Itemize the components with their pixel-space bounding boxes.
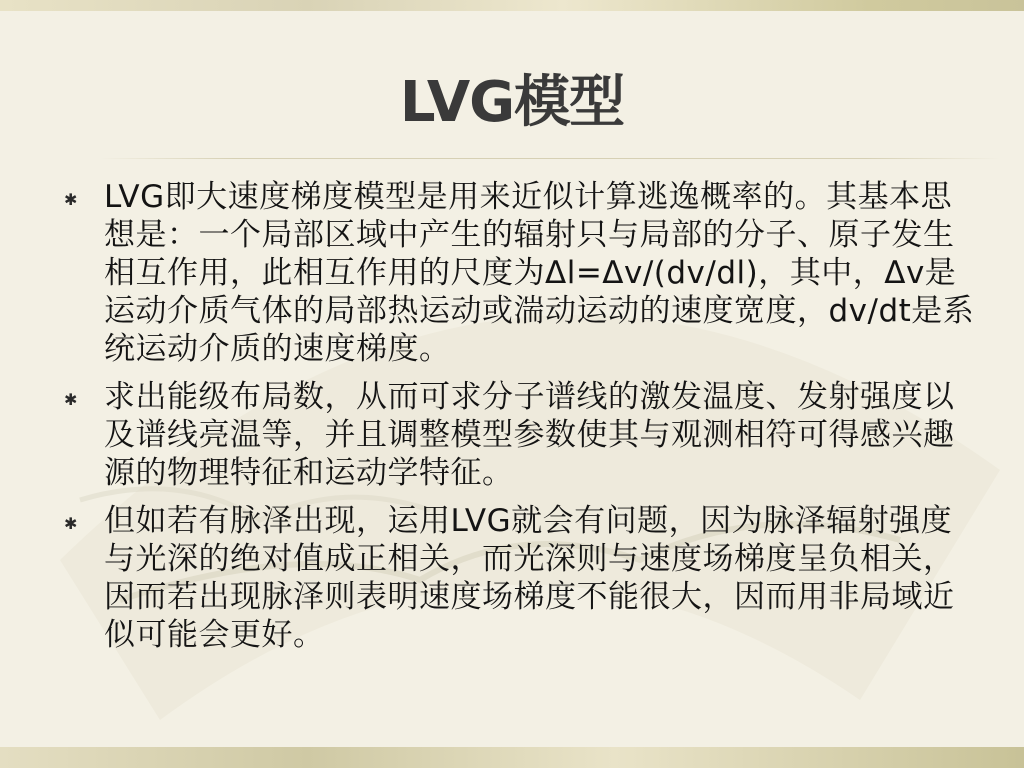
bullet-item [60,502,980,654]
bullet-asterisk-icon: ✱ [64,390,78,409]
bullet-asterisk-icon: ✱ [64,514,78,533]
bullet-list [60,178,980,664]
bullet-item [60,378,980,492]
title-divider [100,158,1000,159]
bullet-text: LVG即大速度梯度模型是用来近似计算逃逸概率的。其基本思想是：一个局部区域中产生的辐射只与局部的分子、原子发生相互作用，此相互作用的尺度为Δl=Δv/(dv/dl)，其中，Δv是运动介质气体的局部热运动或湍动运动的速度宽度，dv/dt是系统运动介质的速度梯度。 [104,179,975,367]
bullet-text: 但如若有脉泽出现，运用LVG就会有问题，因为脉泽辐射强度与光深的绝对值成正相关，而光深则与速度场梯度呈负相关，因而若出现脉泽则表明速度场梯度不能很大，因而用非局域近似可能会更好。 [104,503,955,653]
slide-title: LVG模型 [399,70,625,135]
bottom-decorative-band [0,747,1024,768]
bullet-asterisk-icon: ✱ [64,190,78,209]
bullet-text: 求出能级布局数，从而可求分子谱线的激发温度、发射强度以及谱线亮温等，并且调整模型参数使其与观测相符可得感兴趣源的物理特征和运动学特征。 [104,379,955,491]
bullet-item [60,178,980,368]
